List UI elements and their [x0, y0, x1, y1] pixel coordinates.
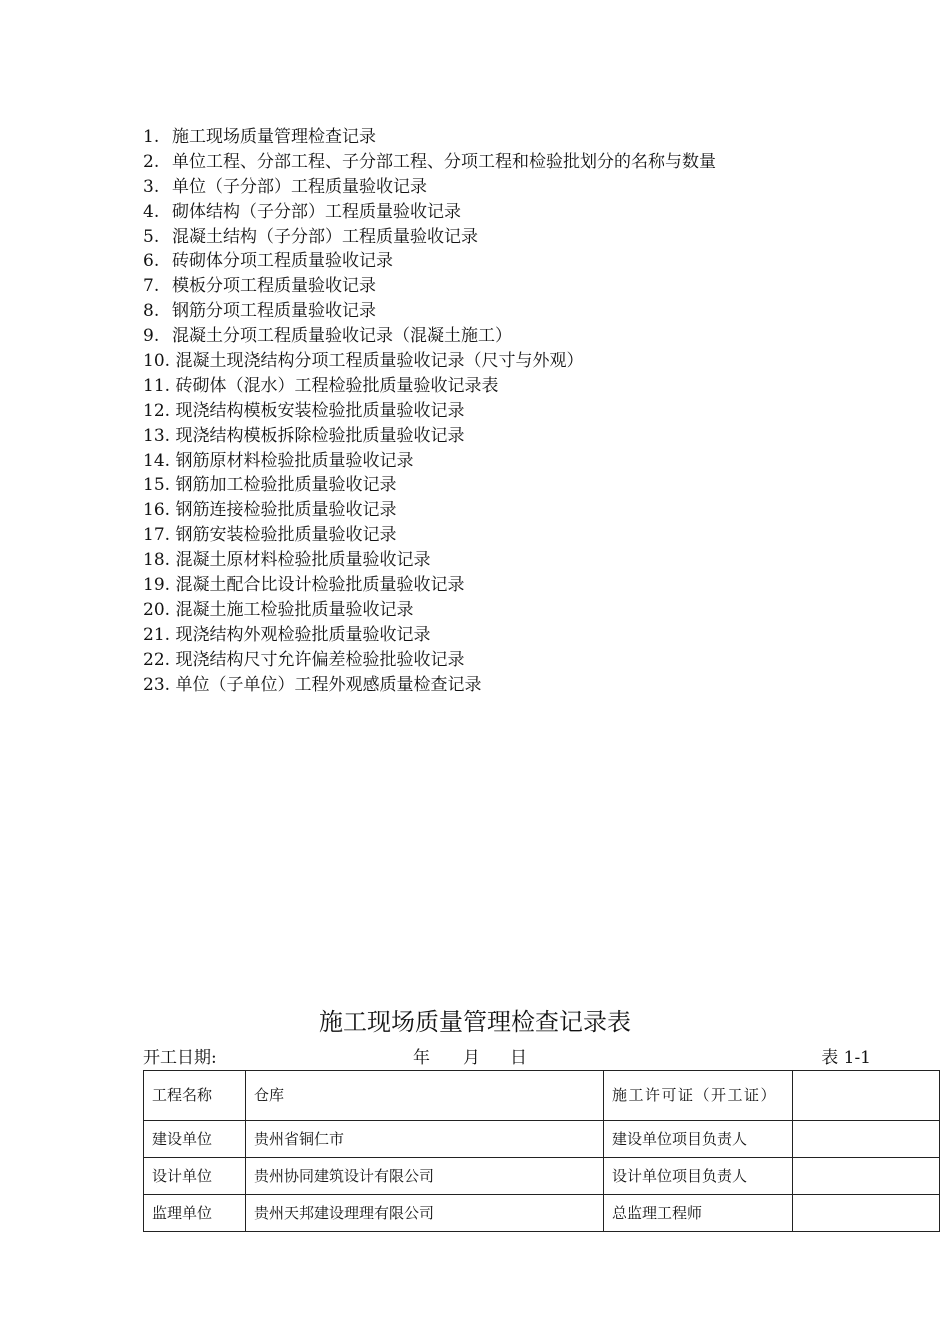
- row-label: 工程名称: [144, 1071, 246, 1121]
- list-item: [143, 449, 716, 474]
- item-number: 7.: [143, 276, 160, 297]
- quality-record-table: [143, 1070, 940, 1232]
- list-item: [143, 349, 716, 374]
- item-text: 混凝土分项工程质量验收记录（混凝土施工）: [172, 326, 512, 347]
- item-text: 钢筋安装检验批质量验收记录: [175, 525, 397, 546]
- item-number: 13.: [143, 425, 171, 446]
- item-text: 现浇结构尺寸允许偏差检验批验收记录: [175, 649, 465, 670]
- table-row: [144, 1158, 940, 1195]
- list-item: [143, 673, 716, 698]
- item-text: 砖砌体分项工程质量验收记录: [172, 251, 393, 272]
- item-text: 混凝土施工检验批质量验收记录: [175, 599, 414, 620]
- form-title: 施工现场质量管理检查记录表: [319, 1008, 631, 1036]
- list-item: [143, 324, 716, 349]
- table-number: 表 1-1: [821, 1048, 871, 1068]
- item-number: 1.: [143, 127, 160, 147]
- item-number: 5.: [143, 226, 160, 247]
- item-text: 模板分项工程质量验收记录: [172, 276, 376, 297]
- item-text: 施工现场质量管理检查记录: [172, 127, 376, 147]
- item-text: 混凝土现浇结构分项工程质量验收记录（尺寸与外观）: [175, 351, 584, 372]
- item-text: 现浇结构模板拆除检验批质量验收记录: [175, 425, 465, 446]
- row-label: 建设单位: [144, 1121, 246, 1158]
- start-date-label: 开工日期:: [143, 1048, 217, 1068]
- row-label-2: 施工许可证（开工证）: [604, 1071, 793, 1121]
- list-item: [143, 399, 716, 424]
- row-label: 设计单位: [144, 1158, 246, 1195]
- item-number: 15.: [143, 475, 171, 496]
- list-item: [143, 125, 716, 150]
- item-number: 6.: [143, 251, 160, 272]
- list-item: [143, 150, 716, 175]
- table-row: [144, 1195, 940, 1232]
- item-text: 混凝土配合比设计检验批质量验收记录: [175, 575, 465, 596]
- item-number: 22.: [143, 649, 171, 670]
- row-value: 贵州天邦建设理理有限公司: [246, 1195, 604, 1232]
- item-text: 单位（子分部）工程质量验收记录: [172, 176, 427, 197]
- item-number: 14.: [143, 450, 171, 471]
- row-value: 仓库: [246, 1071, 604, 1121]
- item-text: 单位工程、分部工程、子分部工程、分项工程和检验批划分的名称与数量: [172, 151, 716, 172]
- row-label: 监理单位: [144, 1195, 246, 1232]
- item-number: 2.: [143, 151, 160, 172]
- row-value-2: [793, 1071, 940, 1121]
- item-number: 9.: [143, 326, 160, 347]
- row-label-2: 设计单位项目负责人: [604, 1158, 793, 1195]
- item-number: 21.: [143, 624, 171, 645]
- list-item: [143, 299, 716, 324]
- item-text: 钢筋原材料检验批质量验收记录: [175, 450, 414, 471]
- row-value-2: [793, 1195, 940, 1232]
- list-item: [143, 473, 716, 498]
- item-number: 17.: [143, 525, 171, 546]
- list-item: [143, 175, 716, 200]
- row-value-2: [793, 1121, 940, 1158]
- item-text: 现浇结构模板安装检验批质量验收记录: [175, 400, 465, 421]
- item-number: 3.: [143, 176, 160, 197]
- row-label-2: 总监理工程师: [604, 1195, 793, 1232]
- list-item: [143, 523, 716, 548]
- item-number: 12.: [143, 400, 171, 421]
- list-item: [143, 374, 716, 399]
- list-item: [143, 623, 716, 648]
- item-text: 砌体结构（子分部）工程质量验收记录: [172, 201, 461, 222]
- row-value-2: [793, 1158, 940, 1195]
- list-item: [143, 274, 716, 299]
- year-label: 年: [413, 1048, 430, 1068]
- contents-list: [143, 125, 716, 697]
- list-item: [143, 648, 716, 673]
- item-text: 钢筋连接检验批质量验收记录: [175, 500, 397, 521]
- item-text: 现浇结构外观检验批质量验收记录: [175, 624, 431, 645]
- table-row: [144, 1121, 940, 1158]
- item-number: 11.: [143, 375, 171, 396]
- item-text: 单位（子单位）工程外观感质量检查记录: [175, 674, 482, 695]
- item-number: 20.: [143, 599, 171, 620]
- list-item: [143, 498, 716, 523]
- row-value: 贵州协同建筑设计有限公司: [246, 1158, 604, 1195]
- row-label-2: 建设单位项目负责人: [604, 1121, 793, 1158]
- form-meta-row: [143, 1046, 871, 1070]
- list-item: [143, 573, 716, 598]
- list-item: [143, 200, 716, 225]
- month-label: 月: [463, 1048, 480, 1068]
- list-item: [143, 225, 716, 250]
- item-number: 19.: [143, 575, 171, 596]
- list-item: [143, 249, 716, 274]
- item-text: 钢筋加工检验批质量验收记录: [175, 475, 397, 496]
- list-item: [143, 598, 716, 623]
- list-item: [143, 424, 716, 449]
- item-number: 16.: [143, 500, 171, 521]
- item-number: 8.: [143, 301, 160, 322]
- day-label: 日: [510, 1048, 527, 1068]
- item-number: 10.: [143, 351, 171, 372]
- item-text: 混凝土结构（子分部）工程质量验收记录: [172, 226, 478, 247]
- item-number: 18.: [143, 550, 171, 571]
- table-row: [144, 1071, 940, 1121]
- item-text: 混凝土原材料检验批质量验收记录: [175, 550, 431, 571]
- item-number: 4.: [143, 201, 160, 222]
- item-text: 砖砌体（混水）工程检验批质量验收记录表: [175, 375, 499, 396]
- item-text: 钢筋分项工程质量验收记录: [172, 301, 376, 322]
- list-item: [143, 548, 716, 573]
- item-number: 23.: [143, 674, 171, 695]
- row-value: 贵州省铜仁市: [246, 1121, 604, 1158]
